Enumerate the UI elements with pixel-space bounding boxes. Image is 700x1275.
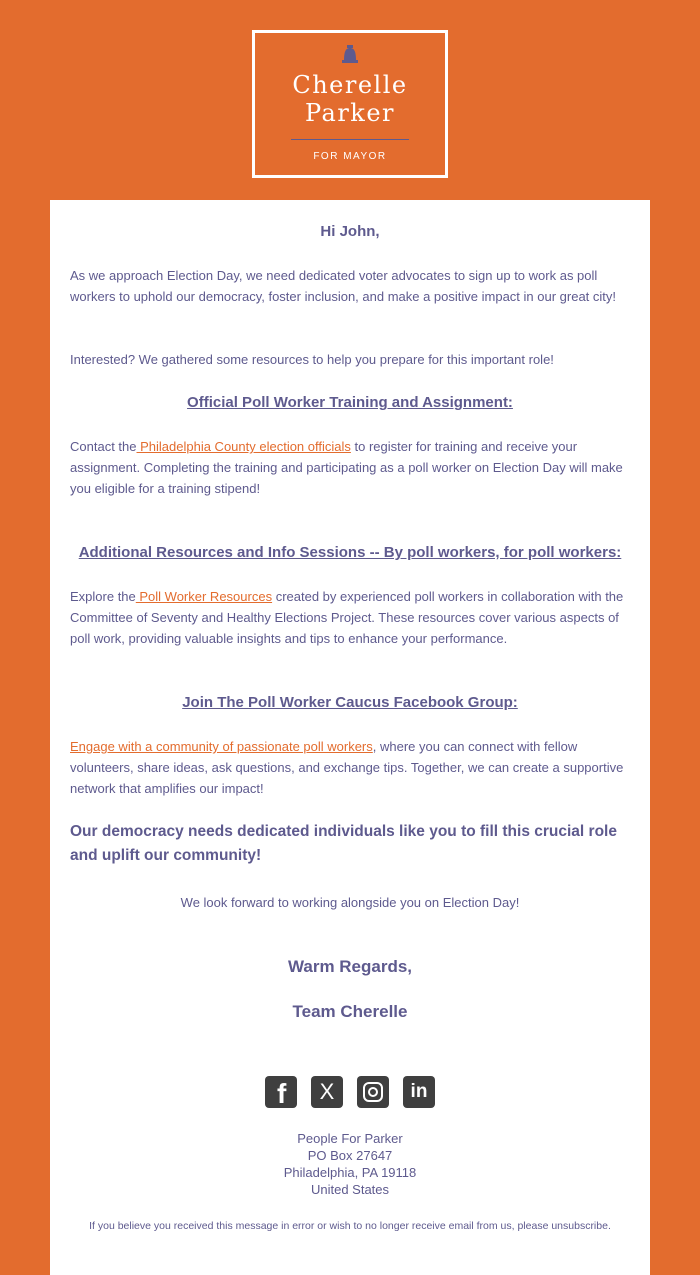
facebook-text-post: , where you can connect with fellow volunteers, share ideas, ask questions, and exchange tips. Together, we can create a supportive network that amplifies our impact! bbox=[70, 739, 624, 796]
interested-paragraph: Interested? We gathered some resources to help you prepare for this important role! bbox=[70, 352, 554, 367]
closing-signature: Team Cherelle bbox=[292, 1002, 408, 1021]
linkedin-icon: in bbox=[410, 1081, 428, 1102]
closing-regards: Warm Regards, bbox=[287, 957, 413, 976]
section-heading-resources: Additional Resources and Info Sessions -- By poll workers, for poll workers: bbox=[78, 544, 622, 561]
logo-first-name: Cherelle bbox=[292, 71, 408, 99]
liberty-bell-icon bbox=[340, 45, 360, 63]
facebook-link[interactable] bbox=[265, 1076, 297, 1108]
social-links bbox=[265, 1076, 435, 1108]
training-text-post: to register for training and receive your assignment. Completing the training and participating as a poll worker on Election Day will make you eligible for a training stipend! bbox=[70, 439, 623, 496]
callout-text: Our democracy needs dedicated individuals like you to fill this crucial role and uplift our community! bbox=[70, 823, 617, 864]
poll-worker-resources-link[interactable]: Poll Worker Resources bbox=[135, 589, 273, 604]
greeting: Hi John, bbox=[320, 223, 380, 240]
intro-paragraph: As we approach Election Day, we need dedicated voter advocates to sign up to work as poll workers to uphold our democracy, foster inclusion, and make a positive impact in our great city! bbox=[70, 268, 617, 304]
facebook-paragraph bbox=[70, 736, 630, 799]
election-officials-link[interactable]: Philadelphia County election officials bbox=[136, 439, 351, 454]
training-text-pre: Contact the bbox=[70, 439, 137, 454]
section-heading-training: Official Poll Worker Training and Assignment: bbox=[187, 394, 513, 411]
address-country: United States bbox=[310, 1182, 390, 1197]
x-icon: X bbox=[319, 1079, 335, 1104]
header bbox=[0, 0, 700, 200]
instagram-lens bbox=[368, 1087, 378, 1097]
section-heading-facebook: Join The Poll Worker Caucus Facebook Group: bbox=[182, 694, 518, 711]
campaign-logo[interactable] bbox=[252, 30, 448, 178]
address-city: Philadelphia, PA 19118 bbox=[283, 1165, 417, 1180]
resources-text-post: created by experienced poll workers in collaboration with the Committee of Seventy and Healthy Elections Project. These resources cover various aspects of poll work, providing valuable insights and tips to enhance your performance. bbox=[70, 589, 624, 646]
logo-last-name: Parker bbox=[304, 99, 396, 127]
look-forward-text: We look forward to working alongside you on Election Day! bbox=[180, 895, 520, 910]
logo-divider bbox=[291, 139, 409, 140]
training-paragraph bbox=[70, 436, 630, 499]
email-body bbox=[50, 200, 650, 1275]
unsubscribe-notice[interactable]: If you believe you received this message in error or wish to no longer receive email from us, please unsubscribe. bbox=[89, 1220, 611, 1232]
resources-text-pre: Explore the bbox=[70, 589, 136, 604]
instagram-link[interactable] bbox=[357, 1076, 389, 1108]
linkedin-link[interactable] bbox=[403, 1076, 435, 1108]
address-org: People For Parker bbox=[297, 1131, 403, 1146]
resources-paragraph bbox=[70, 586, 630, 649]
x-link[interactable] bbox=[311, 1076, 343, 1108]
logo-tagline: FOR MAYOR bbox=[313, 151, 387, 162]
facebook-icon: f bbox=[277, 1078, 287, 1109]
mailing-address bbox=[70, 1130, 630, 1198]
address-box: PO Box 27647 bbox=[307, 1148, 393, 1163]
facebook-group-link[interactable]: Engage with a community of passionate poll workers bbox=[70, 739, 373, 754]
